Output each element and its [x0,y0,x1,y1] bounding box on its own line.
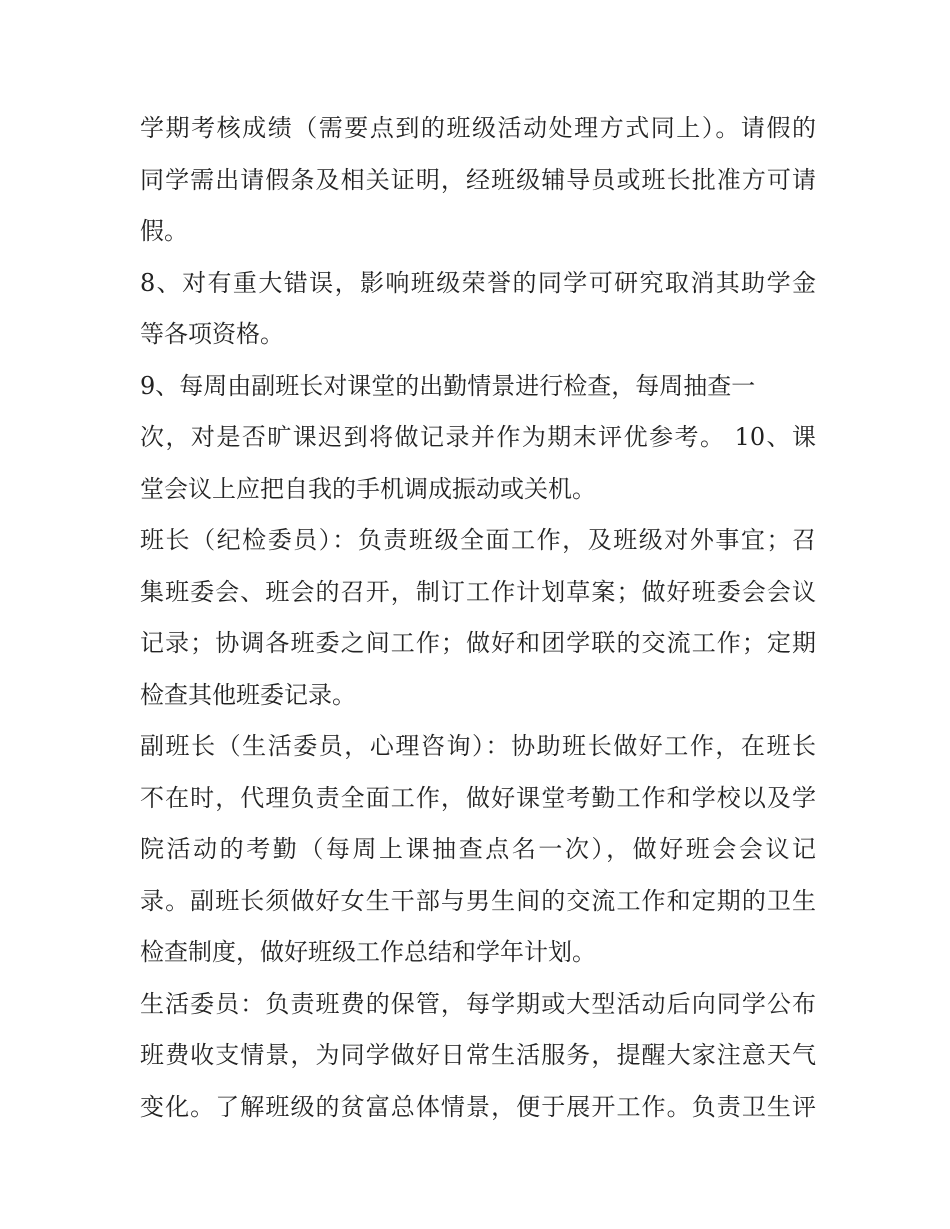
text-line: 等各项资格。 [140,320,284,348]
text-line: 8、对有重大错误，影响班级荣誉的同学可研究取消其助学金 [140,268,816,297]
text-line: 检查其他班委记录。 [140,680,356,709]
text-line: 院活动的考勤（每周上课抽查点名一次），做好班会会议记 [140,835,816,863]
text-line: 副班长（生活委员，心理咨询）：协助班长做好工作，在班长 [140,732,816,760]
text-line: 班长（纪检委员）：负责班级全面工作，及班级对外事宜；召 [140,526,816,554]
text-line: 变化。了解班级的贫富总体情景，便于展开工作。负责卫生评 [140,1092,816,1121]
text-line: 次，对是否旷课迟到将做记录并作为期末评优参考。 10、课 [140,423,816,451]
text-line: 生活委员：负责班费的保管，每学期或大型活动后向同学公布 [140,989,816,1018]
text-line: 检查制度，做好班级工作总结和学年计划。 [140,938,596,966]
text-line: 录。副班长须做好女生干部与男生间的交流工作和定期的卫生 [140,886,816,915]
text-line: 班费收支情景，为同学做好日常生活服务，提醒大家注意天气 [140,1041,816,1069]
text-line: 假。 [140,217,188,245]
text-line: 堂会议上应把自我的手机调成振动或关机。 [140,474,596,503]
text-line: 不在时，代理负责全面工作，做好课堂考勤工作和学校以及学 [140,783,816,812]
text-line: 同学需出请假条及相关证明，经班级辅导员或班长批准方可请 [140,165,816,194]
text-line: 记录；协调各班委之间工作；做好和团学联的交流工作；定期 [140,629,816,657]
text-line: 学期考核成绩（需要点到的班级活动处理方式同上）。请假的 [140,114,816,142]
text-line: 9、每周由副班长对课堂的出勤情景进行检查，每周抽查一 [140,371,756,400]
document-body [140,103,816,1133]
text-line: 集班委会、班会的召开，制订工作计划草案；做好班委会会议 [140,577,816,606]
